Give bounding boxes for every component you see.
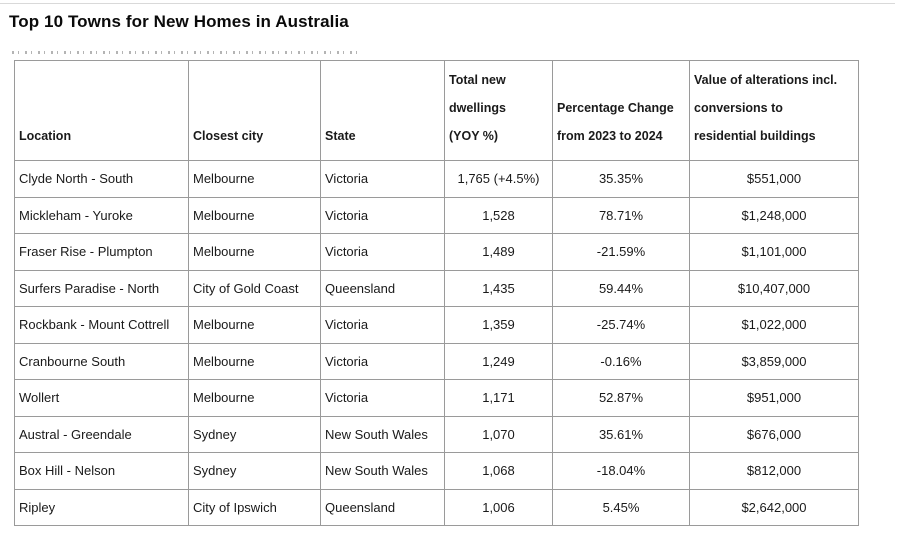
closest-city-cell: City of Gold Coast: [189, 270, 321, 307]
location-cell: Clyde North - South: [15, 161, 189, 198]
state-cell: New South Wales: [321, 416, 445, 453]
closest-city-cell: Melbourne: [189, 343, 321, 380]
table-body: [15, 161, 859, 526]
column-header-line: Location: [19, 129, 72, 143]
alterations-value-cell: $10,407,000: [690, 270, 859, 307]
alterations-value-cell: $1,022,000: [690, 307, 859, 344]
closest-city-cell: Melbourne: [189, 161, 321, 198]
percentage-change-cell: 59.44%: [553, 270, 690, 307]
table-row: [15, 234, 859, 271]
alterations-value-cell: $3,859,000: [690, 343, 859, 380]
column-header-line: dwellings: [449, 101, 506, 115]
column-header-total-new-dwellings: [445, 61, 553, 161]
closest-city-cell: Sydney: [189, 453, 321, 490]
location-cell: Surfers Paradise - North: [15, 270, 189, 307]
location-cell: Ripley: [15, 489, 189, 526]
state-cell: Victoria: [321, 307, 445, 344]
percentage-change-cell: -18.04%: [553, 453, 690, 490]
alterations-value-cell: $812,000: [690, 453, 859, 490]
state-cell: Victoria: [321, 197, 445, 234]
percentage-change-cell: 78.71%: [553, 197, 690, 234]
alterations-value-cell: $1,101,000: [690, 234, 859, 271]
dwellings-cell: 1,489: [445, 234, 553, 271]
state-cell: Victoria: [321, 343, 445, 380]
alterations-value-cell: $676,000: [690, 416, 859, 453]
dwellings-cell: 1,171: [445, 380, 553, 417]
column-header-state: [321, 61, 445, 161]
dwellings-cell: 1,765 (+4.5%): [445, 161, 553, 198]
location-cell: Wollert: [15, 380, 189, 417]
column-header-line: Total new: [449, 73, 506, 87]
percentage-change-cell: -21.59%: [553, 234, 690, 271]
closest-city-cell: Melbourne: [189, 380, 321, 417]
closest-city-cell: City of Ipswich: [189, 489, 321, 526]
location-cell: Cranbourne South: [15, 343, 189, 380]
table-header-row: [15, 61, 859, 161]
state-cell: Victoria: [321, 234, 445, 271]
dwellings-cell: 1,006: [445, 489, 553, 526]
location-cell: Fraser Rise - Plumpton: [15, 234, 189, 271]
dwellings-cell: 1,528: [445, 197, 553, 234]
percentage-change-cell: 5.45%: [553, 489, 690, 526]
table-row: [15, 489, 859, 526]
dwellings-cell: 1,249: [445, 343, 553, 380]
cropped-subtitle-line: [12, 51, 357, 54]
column-header-closest-city: [189, 61, 321, 161]
location-cell: Box Hill - Nelson: [15, 453, 189, 490]
page-title: Top 10 Towns for New Homes in Australia: [9, 12, 349, 31]
table-row: [15, 453, 859, 490]
towns-table: [14, 60, 859, 526]
percentage-change-cell: 35.35%: [553, 161, 690, 198]
state-cell: Victoria: [321, 161, 445, 198]
location-cell: Austral - Greendale: [15, 416, 189, 453]
dwellings-cell: 1,435: [445, 270, 553, 307]
percentage-change-cell: 52.87%: [553, 380, 690, 417]
table-row: [15, 161, 859, 198]
location-cell: Mickleham - Yuroke: [15, 197, 189, 234]
column-header-line: from 2023 to 2024: [557, 129, 663, 143]
table-row: [15, 270, 859, 307]
table-row: [15, 380, 859, 417]
state-cell: New South Wales: [321, 453, 445, 490]
table-row: [15, 343, 859, 380]
alterations-value-cell: $551,000: [690, 161, 859, 198]
state-cell: Victoria: [321, 380, 445, 417]
alterations-value-cell: $1,248,000: [690, 197, 859, 234]
dwellings-cell: 1,070: [445, 416, 553, 453]
location-cell: Rockbank - Mount Cottrell: [15, 307, 189, 344]
column-header-line: Percentage Change: [557, 101, 674, 115]
state-cell: Queensland: [321, 270, 445, 307]
column-header-line: residential buildings: [694, 129, 816, 143]
column-header-percentage-change: [553, 61, 690, 161]
alterations-value-cell: $2,642,000: [690, 489, 859, 526]
column-header-line: Value of alterations incl.: [694, 73, 838, 87]
table-row: [15, 416, 859, 453]
closest-city-cell: Melbourne: [189, 307, 321, 344]
column-header-line: (YOY %): [449, 129, 499, 143]
dwellings-cell: 1,068: [445, 453, 553, 490]
table-row: [15, 197, 859, 234]
percentage-change-cell: -0.16%: [553, 343, 690, 380]
alterations-value-cell: $951,000: [690, 380, 859, 417]
column-header-line: conversions to: [694, 101, 783, 115]
closest-city-cell: Melbourne: [189, 197, 321, 234]
closest-city-cell: Sydney: [189, 416, 321, 453]
percentage-change-cell: -25.74%: [553, 307, 690, 344]
percentage-change-cell: 35.61%: [553, 416, 690, 453]
state-cell: Queensland: [321, 489, 445, 526]
table-row: [15, 307, 859, 344]
column-header-line: Closest city: [193, 129, 264, 143]
column-header-value-of-alterations: [690, 61, 859, 161]
column-header-location: [15, 61, 189, 161]
dwellings-cell: 1,359: [445, 307, 553, 344]
top-divider: [0, 3, 895, 4]
column-header-line: State: [325, 129, 356, 143]
closest-city-cell: Melbourne: [189, 234, 321, 271]
